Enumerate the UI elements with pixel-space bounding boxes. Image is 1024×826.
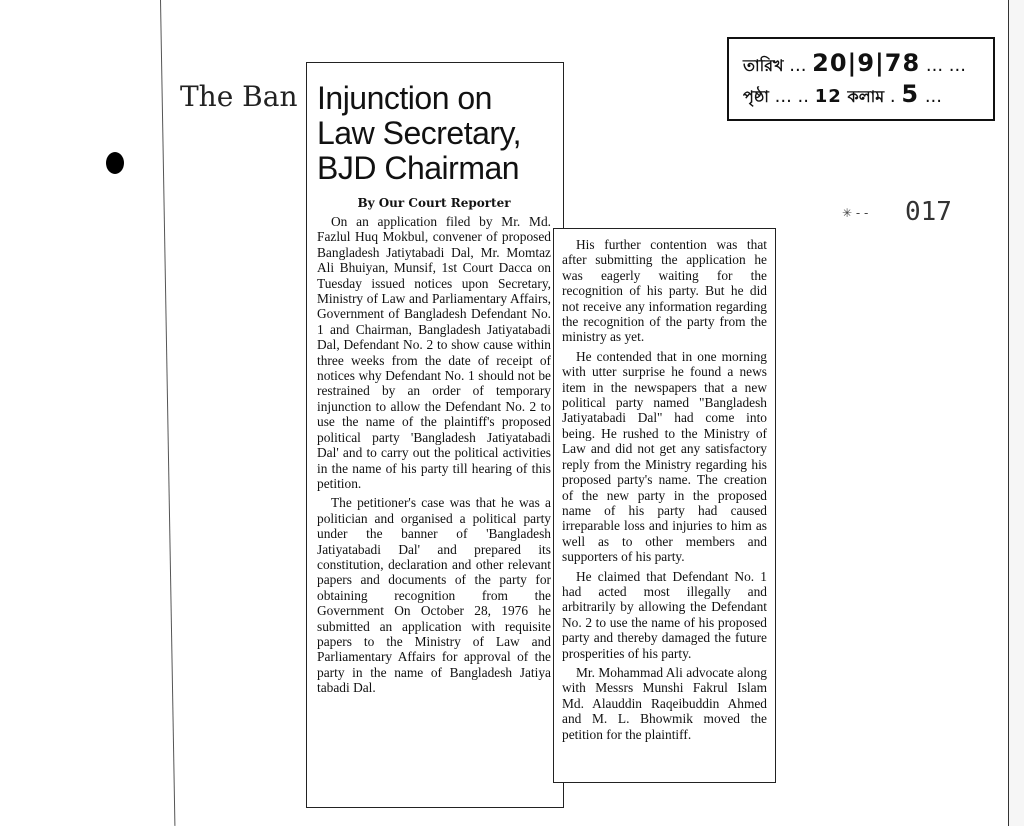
- newspaper-masthead: The Ban: [180, 80, 298, 113]
- clipping-column-1: [306, 62, 564, 808]
- stamp-date-value: 20|9|78: [812, 49, 921, 77]
- stamp-page-value: 12: [814, 86, 842, 107]
- headline: [317, 81, 551, 186]
- headline-line: Law Secretary,: [317, 115, 522, 151]
- clipping-column-2: [553, 228, 776, 783]
- margin-rule: [160, 0, 175, 826]
- punch-hole: [106, 152, 124, 174]
- paragraph: His further contention was that after submitting the application he was eagerly waiting for the recognition of his party. But he did not receive any information regarding the recognition of the party from the ministry as yet.: [562, 237, 767, 345]
- stamp-page-row: পৃষ্ঠা ... .. 12 কলাম . 5 ...: [743, 80, 942, 108]
- page-edge: [1008, 0, 1024, 826]
- stamp-page-label: পৃষ্ঠা: [743, 87, 769, 106]
- stamp-column-label: কলাম: [847, 87, 885, 106]
- paragraph: He claimed that Defendant No. 1 had acted most illegally and arbitrarily by allowing the Defendant No. 2 to use the name of his proposed party and thereby damaged the future prosperities of his party.: [562, 568, 767, 661]
- paragraph: Mr. Mohammad Ali advocate along with Messrs Munshi Fakrul Islam Md. Alauddin Raqeibuddin Ahmed and M. L. Bhowmik moved the petition for the plaintiff.: [562, 664, 767, 742]
- headline-line: Injunction on: [317, 80, 492, 116]
- archive-stamp: [727, 37, 995, 121]
- article-body-col2: [562, 237, 767, 742]
- paragraph: He contended that in one morning with utter surprise he found a news item in the newspapers that a new political party named "Bangladesh Jatiyatabadi Dal" had come into being. He rushed to the Ministry of Law and did not get any satisfactory reply from the Ministry regarding his proposed party's name. The creation of the new party in the proposed name of his party had caused irreparable loss and injuries to him as well as to other members and supporters of his party.: [562, 348, 767, 565]
- paragraph: On an application filed by Mr. Md. Fazlul Huq Mokbul, convener of proposed Bangladesh Jatiytabadi Dal, Mr. Momtaz Ali Bhuiyan, Munsif, 1st Court Dacca on Tuesday issued notices upon Secretary, Ministry of Law and Parliamentary Affairs, Government of Bangladesh Defendant No. 1 and Chairman, Bangladesh Jatiyatabadi Dal, Defendant No. 2 to show cause within three weeks from the date of receipt of notices why Defendant No. 1 should not be restrained by an order of temporary injunction to allow the Defendant No. 2 to use the name of the plaintiff's proposed political party 'Bangladesh Jatiyatabadi Dal' and to carry out the political activities in the name of his party till hearing of this petition.: [317, 214, 551, 491]
- stamp-date-label: তারিখ: [743, 56, 784, 75]
- byline: By Our Court Reporter: [357, 196, 511, 210]
- headline-line: BJD Chairman: [317, 150, 520, 186]
- paragraph: The petitioner's case was that he was a politician and organised a political party under the banner of 'Bangladesh Jatiyatabadi Dal' and prepared its constitution, declaration and other relevant papers and documents of the party for obtaining recognition from the Government On October 28, 1976 he submitted an application with requisite papers to the Ministry of Law and Parliamentary Affairs for approval of the party in the name of Bangladesh Jatiya tabadi Dal.: [317, 495, 551, 696]
- article-body-col1: [317, 214, 551, 696]
- stamp-date-row: তারিখ ... 20|9|78 ... ...: [743, 49, 966, 77]
- folio-mark: ✳ - -: [842, 206, 869, 220]
- folio-number: 017: [905, 197, 952, 227]
- stamp-column-value: 5: [901, 80, 920, 108]
